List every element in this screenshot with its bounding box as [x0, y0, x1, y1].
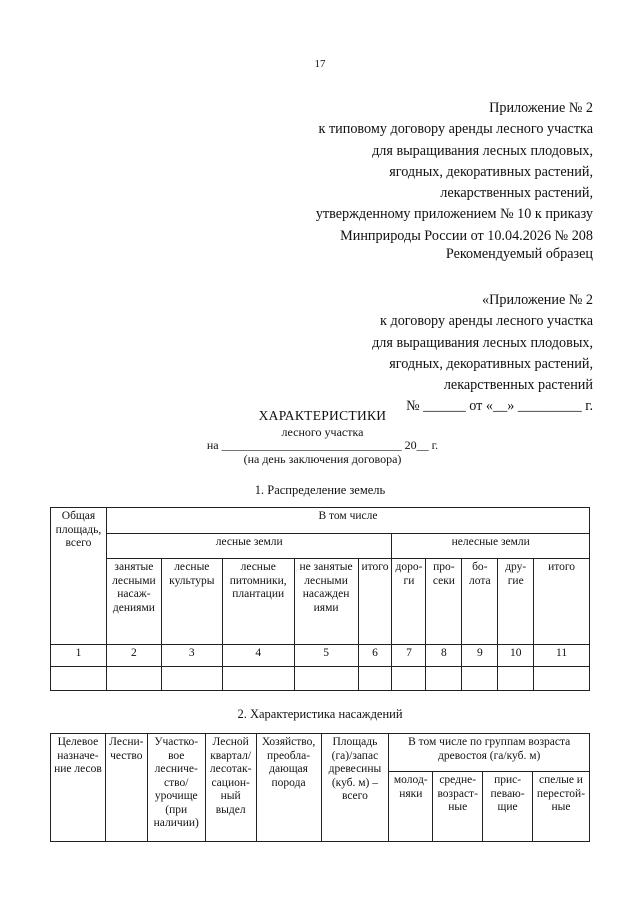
page-number: 17	[314, 58, 326, 70]
col-header: итого	[358, 559, 392, 645]
appendix-sample-block	[372, 290, 593, 418]
table-cell	[161, 667, 222, 691]
appendix-top-block	[316, 98, 593, 247]
appendix-line: ягодных, декоративных растений,	[389, 163, 593, 180]
col-header: приспевающие	[483, 772, 533, 842]
table-cell	[51, 667, 107, 691]
col-header: Целевое назначение лесов	[51, 734, 106, 842]
col-number: 11	[534, 645, 590, 667]
appendix-line: Приложение № 2	[489, 100, 593, 116]
col-header: другие	[498, 559, 534, 645]
table-cell	[392, 667, 426, 691]
stands-characteristics-table	[50, 733, 590, 842]
col-header: молодняки	[389, 772, 433, 842]
col-header: Участковое лесничество/ урочище (при наличии)	[147, 734, 205, 842]
col-header: болота	[462, 559, 498, 645]
col-header: итого	[534, 559, 590, 645]
col-header: Лесничество	[105, 734, 147, 842]
appendix-line: утвержденному приложением № 10 к приказу	[315, 206, 593, 223]
appendix-line: № ______ от «__» _________ г.	[406, 398, 593, 415]
table-row-empty	[51, 667, 590, 691]
header-total-area: Общая площадь, всего	[51, 508, 107, 645]
table-cell	[498, 667, 534, 691]
table-cell	[534, 667, 590, 691]
appendix-line: для выращивания лесных плодовых,	[372, 142, 593, 159]
col-number: 8	[426, 645, 462, 667]
table-cell	[222, 667, 294, 691]
col-number: 7	[392, 645, 426, 667]
col-header: дороги	[392, 559, 426, 645]
appendix-line: лекарственных растений	[443, 377, 593, 394]
header-forest-lands: лесные земли	[106, 534, 392, 559]
col-header: спелые и перестойные	[532, 772, 589, 842]
document-heading: ХАРАКТЕРИСТИКИ	[258, 408, 387, 423]
col-number: 10	[498, 645, 534, 667]
col-header: занятые лесными насаждениями	[106, 559, 161, 645]
col-header: средневозрастные	[433, 772, 483, 842]
document-subtitle: лесного участка	[281, 425, 364, 439]
table-cell	[294, 667, 358, 691]
appendix-line: ягодных, декоративных растений,	[389, 355, 593, 372]
col-number: 4	[222, 645, 294, 667]
appendix-line: к договору аренды лесного участка	[380, 313, 593, 330]
col-header: Площадь (га)/запас древесины (куб. м) – всего	[321, 734, 389, 842]
appendix-line: к типовому договору аренды лесного участка	[318, 121, 593, 138]
table-cell	[462, 667, 498, 691]
section-2-title: 2. Характеристика насаждений	[237, 707, 403, 721]
appendix-line: лекарственных растений,	[440, 185, 593, 202]
col-number: 1	[51, 645, 107, 667]
col-number: 3	[161, 645, 222, 667]
header-including: В том числе	[106, 508, 589, 534]
date-line: на ______________________________ 20__ г.	[206, 438, 439, 452]
col-header: не занятые лесными насажден иями	[294, 559, 358, 645]
table-cell	[358, 667, 392, 691]
table-cell	[426, 667, 462, 691]
col-header: Лесной квартал/ лесотаксационный выдел	[205, 734, 256, 842]
header-nonforest-lands: нелесные земли	[392, 534, 590, 559]
col-header: лесные культуры	[161, 559, 222, 645]
date-note: (на день заключения договора)	[243, 452, 402, 466]
col-header: лесные питомники, плантации	[222, 559, 294, 645]
col-header: Хозяйство, преобладающая порода	[256, 734, 321, 842]
col-number: 5	[294, 645, 358, 667]
recommended-sample-label: Рекомендуемый образец	[445, 246, 593, 262]
section-1-title: 1. Распределение земель	[254, 483, 386, 497]
col-header: просеки	[426, 559, 462, 645]
col-number: 2	[106, 645, 161, 667]
appendix-line: Минприроды России от 10.04.2026 № 208	[340, 227, 593, 244]
appendix-line: «Приложение № 2	[482, 292, 593, 308]
col-number: 9	[462, 645, 498, 667]
col-number: 6	[358, 645, 392, 667]
table-cell	[106, 667, 161, 691]
age-groups-header: В том числе по группам возраста древостоя (га/куб. м)	[389, 734, 590, 772]
appendix-line: для выращивания лесных плодовых,	[372, 334, 593, 351]
land-distribution-table	[50, 507, 590, 691]
